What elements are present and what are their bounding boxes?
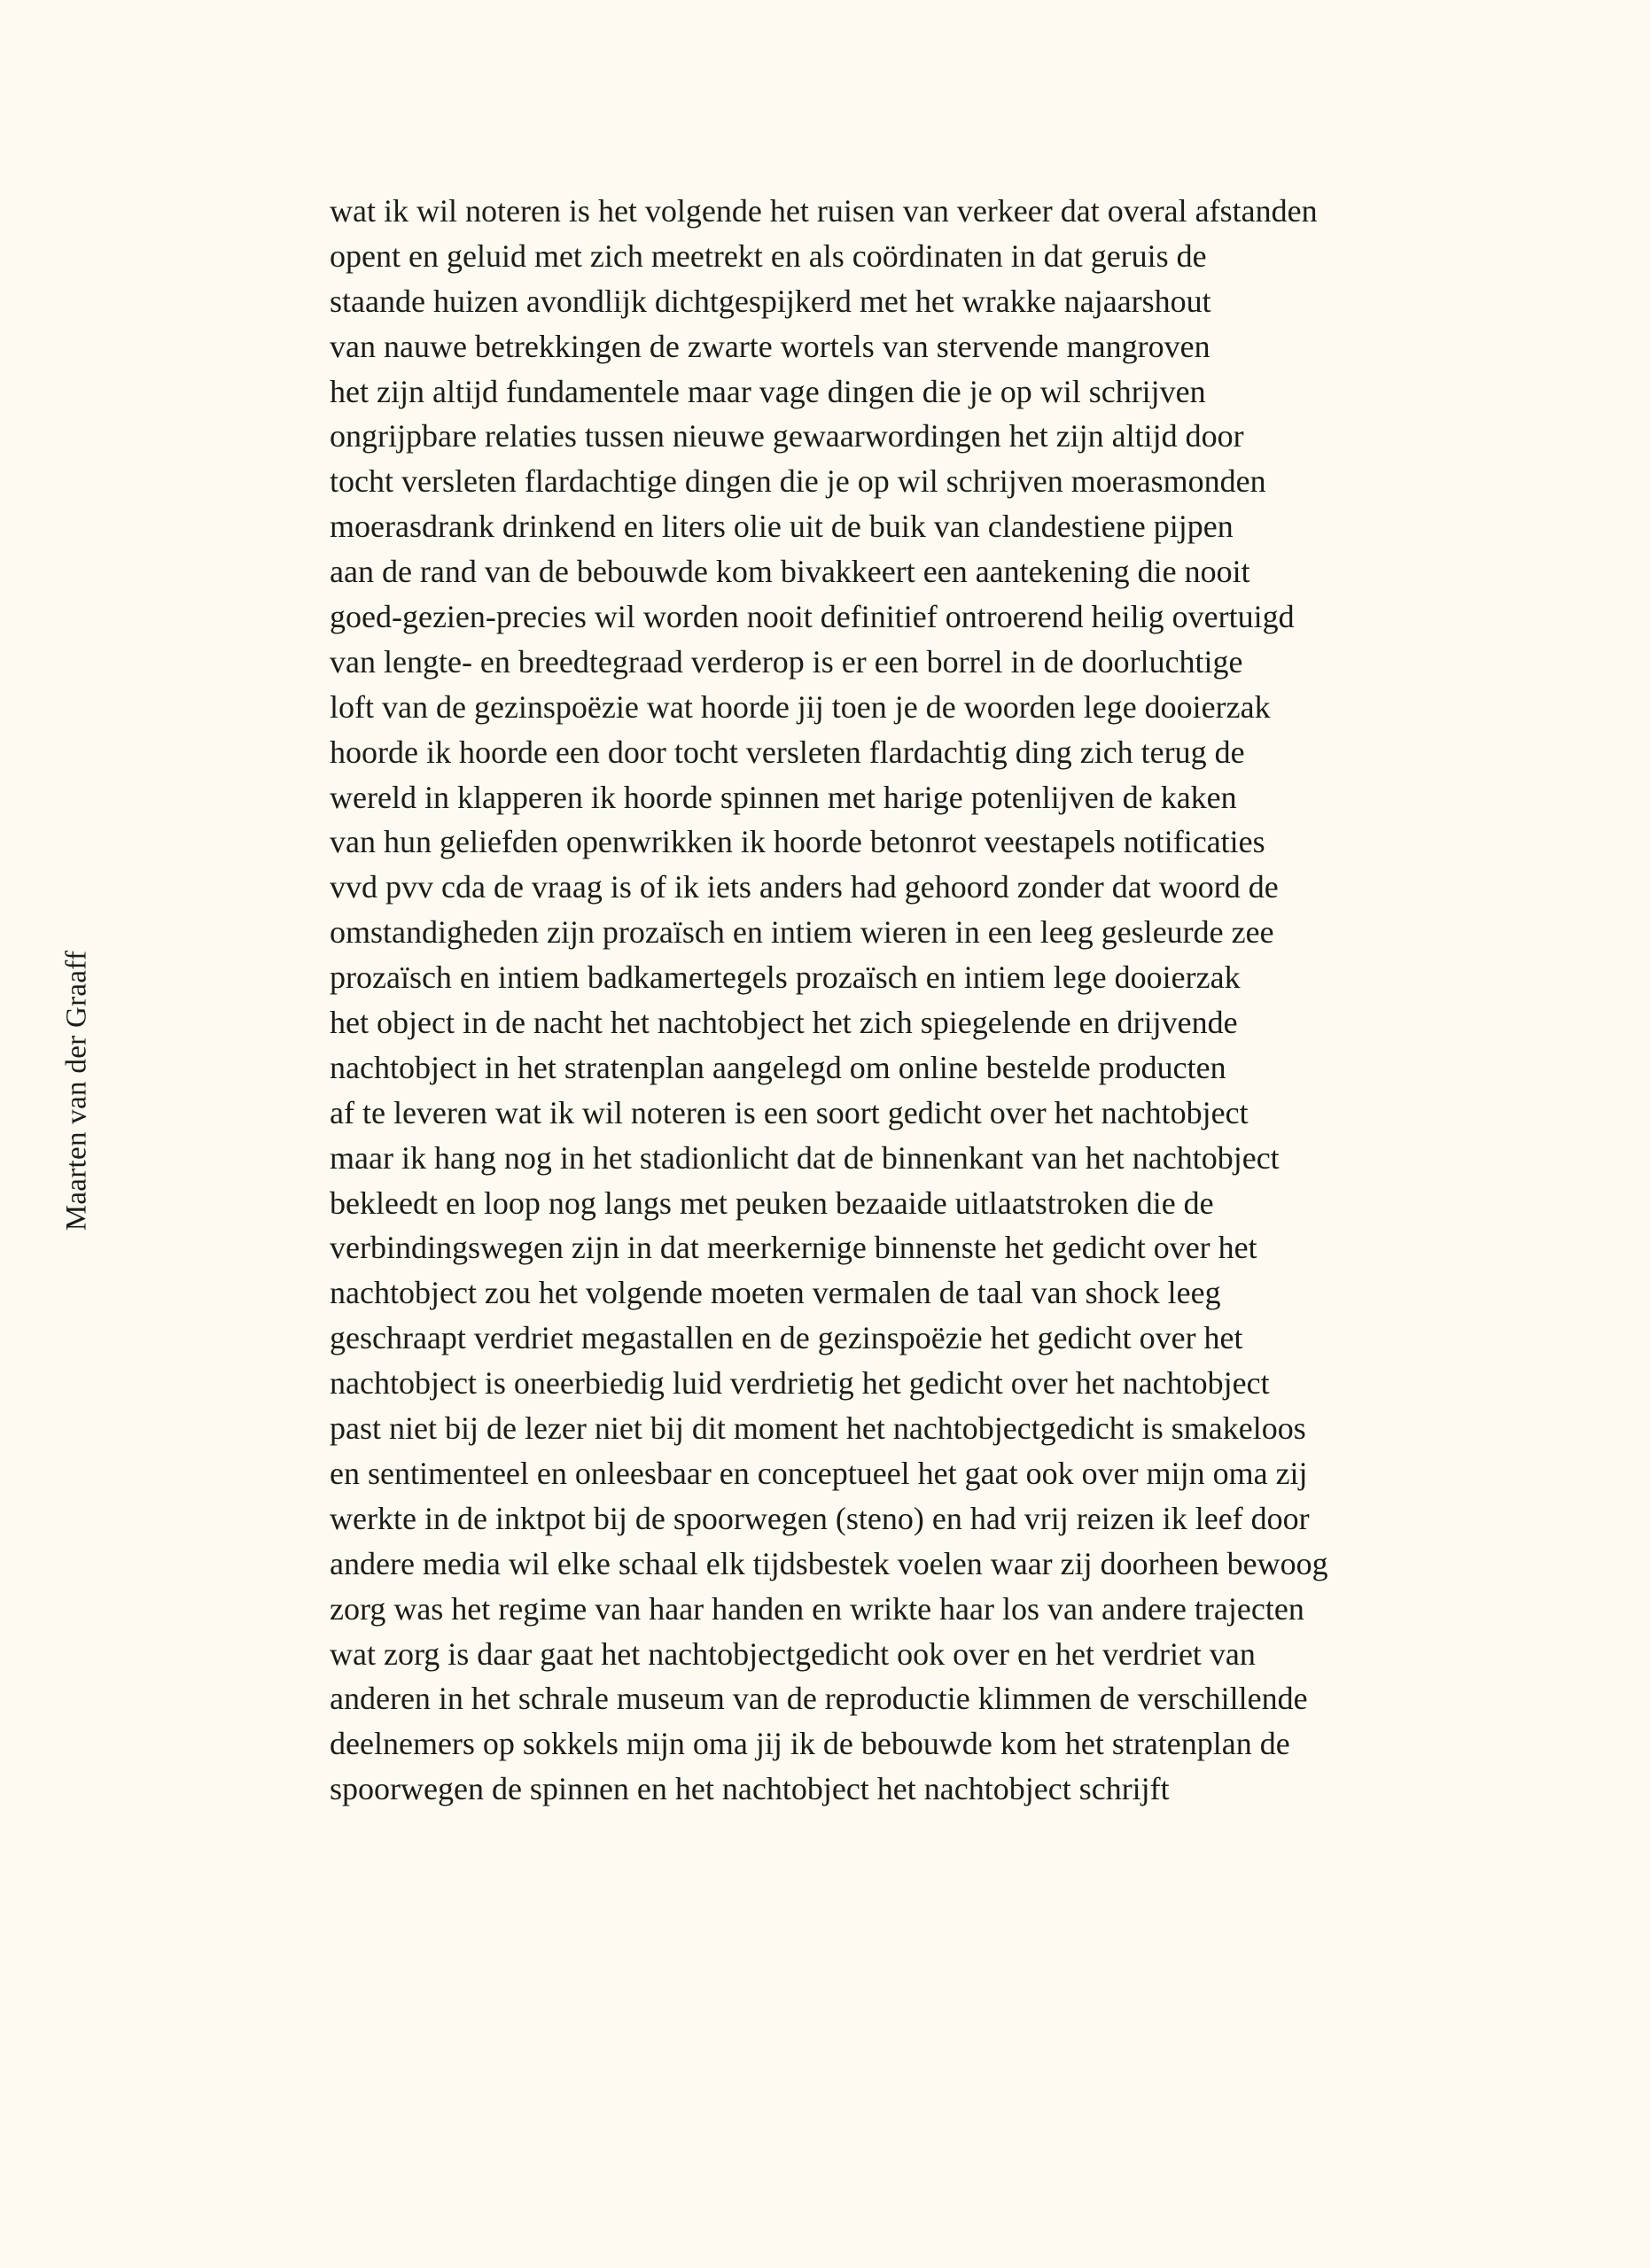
poem-line: past niet bij de lezer niet bij dit moment het nachtobjectgedicht is smakeloos bbox=[330, 1410, 1306, 1447]
poem-line: maar ik hang nog in het stadionlicht dat de binnenkant van het nachtobject bbox=[330, 1139, 1280, 1176]
poem-line: prozaïsch en intiem badkamertegels prozaïsch en intiem lege dooierzak bbox=[330, 959, 1241, 996]
poem-line: bekleedt en loop nog langs met peuken bezaaide uitlaatstroken die de bbox=[330, 1184, 1214, 1221]
poem-line: moerasdrank drinkend en liters olie uit de buik van clandestiene pijpen bbox=[330, 509, 1234, 545]
poem-line: wereld in klapperen ik hoorde spinnen met harige potenlijven de kaken bbox=[330, 779, 1237, 815]
poem-line: hoorde ik hoorde een door tocht versleten flardachtig ding zich terug de bbox=[330, 734, 1245, 770]
poem-line: verbindingswegen zijn in dat meerkernige binnenste het gedicht over het bbox=[330, 1230, 1257, 1266]
poem-line: van hun geliefden openwrikken ik hoorde betonrot veestapels notificaties bbox=[330, 824, 1265, 860]
poem-line: nachtobject zou het volgende moeten vermalen de taal van shock leeg bbox=[330, 1275, 1221, 1311]
poem-line: zorg was het regime van haar handen en wrikte haar los van andere trajecten bbox=[330, 1590, 1304, 1627]
poem-line: omstandigheden zijn prozaïsch en intiem wieren in een leeg gesleurde zee bbox=[330, 914, 1274, 951]
poem-line: vvd pvv cda de vraag is of ik iets anders had gehoord zonder dat woord de bbox=[330, 869, 1279, 905]
poem-text bbox=[330, 189, 1482, 1812]
poem-line: andere media wil elke schaal elk tijdsbestek voelen waar zij doorheen bewoog bbox=[330, 1545, 1328, 1581]
author-name: Maarten van der Graaff bbox=[60, 950, 93, 1231]
poem-line: geschraapt verdriet megastallen en de gezinspoëzie het gedicht over het bbox=[330, 1320, 1243, 1356]
poem-line: nachtobject in het stratenplan aangelegd om online bestelde producten bbox=[330, 1049, 1226, 1085]
poem-line: van lengte- en breedtegraad verderop is er een borrel in de doorluchtige bbox=[330, 643, 1243, 680]
poem-line: loft van de gezinspoëzie wat hoorde jij toen je de woorden lege dooierzak bbox=[330, 688, 1271, 725]
poem-line: het object in de nacht het nachtobject het zich spiegelende en drijvende bbox=[330, 1005, 1238, 1041]
poem-line: spoorwegen de spinnen en het nachtobject het nachtobject schrijft bbox=[330, 1771, 1170, 1807]
poem-line: wat ik wil noteren is het volgende het ruisen van verkeer dat overal afstanden bbox=[330, 193, 1318, 229]
poem-line: anderen in het schrale museum van de reproductie klimmen de verschillende bbox=[330, 1681, 1308, 1717]
poem-line: af te leveren wat ik wil noteren is een soort gedicht over het nachtobject bbox=[330, 1094, 1249, 1130]
poem-line: deelnemers op sokkels mijn oma jij ik de bebouwde kom het stratenplan de bbox=[330, 1726, 1290, 1762]
poem-line: werkte in de inktpot bij de spoorwegen (steno) en had vrij reizen ik leef door bbox=[330, 1500, 1310, 1536]
poem-line: tocht versleten flardachtige dingen die je op wil schrijven moerasmonden bbox=[330, 463, 1266, 500]
poem-line: staande huizen avondlijk dichtgespijkerd met het wrakke najaarshout bbox=[330, 283, 1211, 319]
poem-line: wat zorg is daar gaat het nachtobjectgedicht ook over en het verdriet van bbox=[330, 1635, 1256, 1672]
poem-line: ongrijpbare relaties tussen nieuwe gewaarwordingen het zijn altijd door bbox=[330, 418, 1244, 454]
poem-line: opent en geluid met zich meetrekt en als coördinaten in dat geruis de bbox=[330, 237, 1207, 274]
poem-line: het zijn altijd fundamentele maar vage dingen die je op wil schrijven bbox=[330, 373, 1206, 409]
poem-line: aan de rand van de bebouwde kom bivakkeert een aantekening die nooit bbox=[330, 554, 1250, 590]
poem-line: goed-gezien-precies wil worden nooit definitief ontroerend heilig overtuigd bbox=[330, 599, 1295, 635]
poem-line: nachtobject is oneerbiedig luid verdrietig het gedicht over het nachtobject bbox=[330, 1365, 1270, 1402]
poem-line: van nauwe betrekkingen de zwarte wortels van stervende mangroven bbox=[330, 328, 1210, 364]
poem-line: en sentimenteel en onleesbaar en conceptueel het gaat ook over mijn oma zij bbox=[330, 1455, 1308, 1491]
